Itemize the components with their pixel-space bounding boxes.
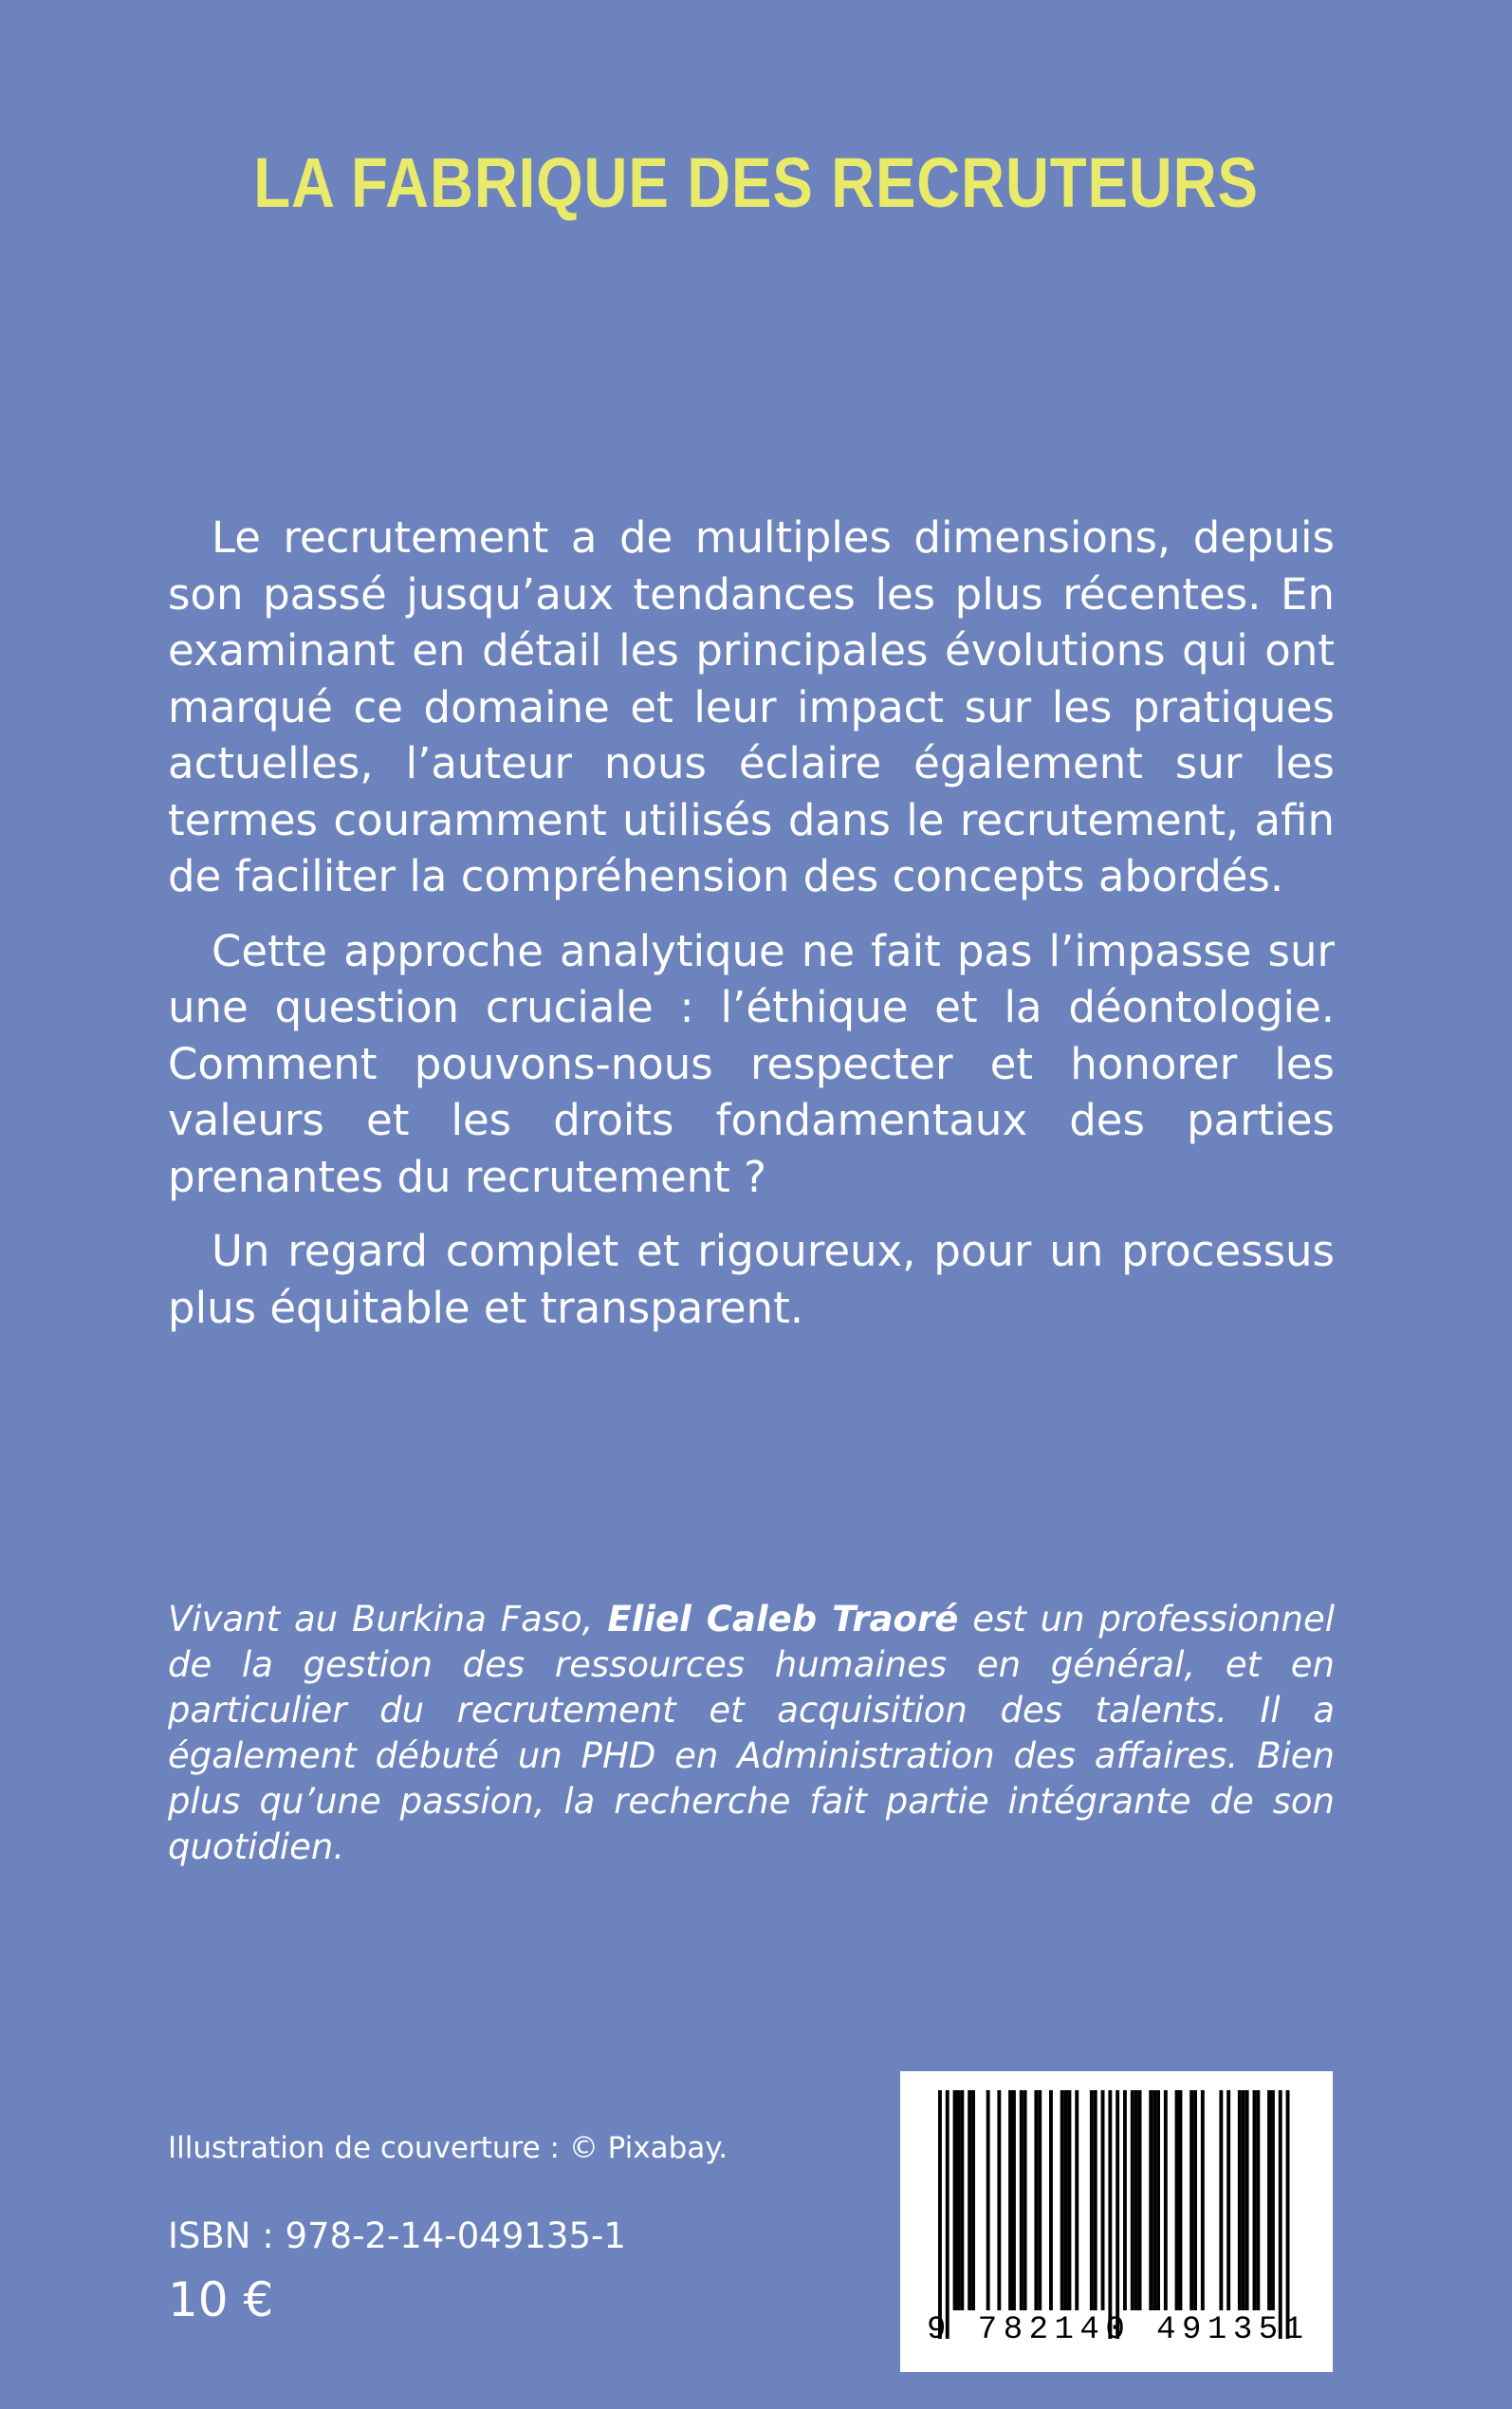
barcode-bar [1101, 2090, 1105, 2310]
barcode-bar [1108, 2090, 1112, 2339]
barcode-bar [1090, 2090, 1094, 2310]
barcode-bar [1068, 2090, 1072, 2310]
barcode-bar [997, 2090, 1001, 2310]
author-bio [168, 1597, 1335, 1870]
barcode-bar [1175, 2090, 1179, 2310]
barcode-bar [1179, 2090, 1183, 2310]
barcode-digits: 9 782140 491351 [927, 2312, 1310, 2348]
barcode-bar [1075, 2090, 1079, 2310]
barcode-bar [1271, 2090, 1275, 2310]
author-name: Eliel Caleb Traoré [607, 1599, 959, 1640]
barcode-bar [1008, 2090, 1012, 2310]
barcode-bar [1201, 2090, 1205, 2310]
barcode-bar [1152, 2090, 1156, 2310]
blurb-paragraph-3: Un regard complet et rigoureux, pour un processus plus équitable et transparent. [168, 1226, 1335, 1333]
barcode-bar [1164, 2090, 1168, 2310]
barcode-bar [1034, 2090, 1038, 2310]
barcode-bar [953, 2090, 957, 2310]
barcode-bar [1094, 2090, 1097, 2310]
barcode-bar [1049, 2090, 1053, 2310]
barcode-bar [1189, 2090, 1193, 2310]
barcode-bar [968, 2090, 971, 2310]
barcode-bar [957, 2090, 961, 2310]
author-bio-rest: est un professionnel de la gestion des ressources humaines en général, et en particulier du recrutement et acquisition des talents. Il a également débuté un PHD en Administration des affaires. Bien plus qu’une passion, la recherche fait partie intégrante de son quotidien. [168, 1599, 1335, 1867]
barcode-bar [1226, 2090, 1230, 2310]
barcode-bar [1038, 2090, 1042, 2310]
barcode-bar [1238, 2090, 1242, 2310]
blurb-paragraph-1: Le recrutement a de multiples dimensions, depuis son passé jusqu’aux tendances les plus récentes. En examinant en détail les principales évolutions qui ont marqué ce domaine et leur impact sur les pratiques actuelles, l’auteur nous éclaire également sur les termes couramment utilisés dans le recrutement, afin de faciliter la compréhension des concepts abordés. [168, 512, 1335, 901]
barcode-bar [1149, 2090, 1152, 2310]
book-title: LA FABRIQUE DES RECRUTEURS [253, 143, 1259, 222]
barcode-bar [1256, 2090, 1260, 2310]
barcode-bar [1123, 2090, 1127, 2310]
barcode-bar [960, 2090, 964, 2310]
barcode-bar [971, 2090, 975, 2310]
cover-credit: Illustration de couverture : © Pixabay. [168, 2131, 728, 2165]
barcode-bar [1131, 2090, 1134, 2310]
barcode-bar [1193, 2090, 1197, 2310]
barcode-bar [1286, 2090, 1290, 2339]
isbn-label: ISBN : 978-2-14-049135-1 [168, 2215, 626, 2256]
barcode-bar [1023, 2090, 1027, 2310]
barcode-bar [1138, 2090, 1142, 2310]
barcode-bar [986, 2090, 990, 2310]
blurb-paragraph-2: Cette approche analytique ne fait pas l’impasse sur une question cruciale : l’éthique et la déontologie. Comment pouvons-nous respecter et honorer les valeurs et les droits fondamentaux des parties prenantes du recrutement ? [168, 925, 1335, 1202]
barcode [900, 2071, 1333, 2372]
price-label: 10 € [168, 2272, 274, 2327]
barcode-bar [1156, 2090, 1160, 2310]
barcode-bar [1064, 2090, 1068, 2310]
barcode-bar [1242, 2090, 1245, 2310]
barcode-bar [946, 2090, 950, 2339]
back-cover-blurb [168, 510, 1335, 1354]
barcode-bar [1134, 2090, 1138, 2310]
barcode-bar [1245, 2090, 1249, 2310]
barcode-bar [938, 2090, 942, 2339]
author-bio-intro: Vivant au Burkina Faso, [168, 1599, 608, 1640]
barcode-bar [1060, 2090, 1064, 2310]
barcode-bar [1253, 2090, 1257, 2310]
barcode-bar [1279, 2090, 1282, 2339]
barcode-bar [1116, 2090, 1119, 2339]
barcode-bar [1219, 2090, 1223, 2310]
barcode-bar [1012, 2090, 1016, 2310]
barcode-bar [1267, 2090, 1271, 2310]
barcode-bar [1020, 2090, 1023, 2310]
